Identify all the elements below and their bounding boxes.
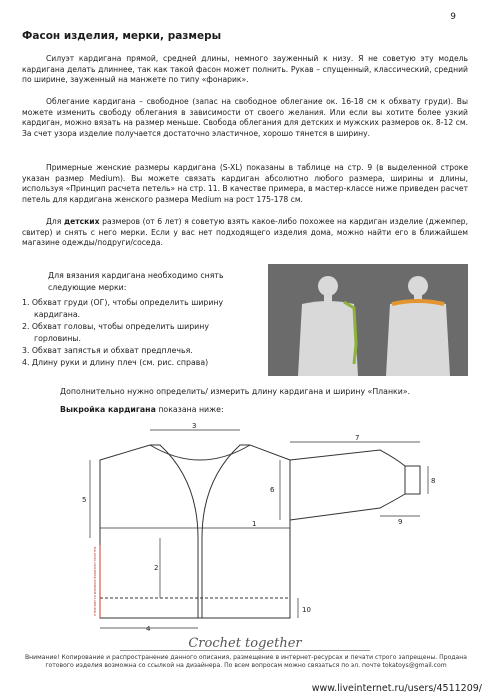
paragraph-children	[22, 217, 468, 249]
footer-copyright-notice: Внимание! Копирование и распространение данного описания, размещение в интернет-ресурсах и печати строго запрещены. Продана готового изделия возможна со ссылкой на дизайнера. По всем вопросам можно связаться по эл. почте tokatoys@gmail.com	[25, 654, 467, 669]
pattern-title	[60, 405, 224, 414]
label-8: 8	[431, 477, 436, 485]
watermark-url: www.liveinternet.ru/users/4511209/	[311, 683, 482, 694]
measurement-item: 1. Обхват груди (ОГ), чтобы определить ширину кардигана.	[22, 298, 224, 319]
children-prefix: Для	[46, 217, 64, 226]
footer-brand-title: Crochet together	[188, 636, 302, 651]
label-9: 9	[398, 518, 403, 526]
label-4: 4	[146, 625, 151, 632]
label-3: 3	[192, 422, 197, 430]
label-6: 6	[270, 486, 275, 494]
children-rest: размеров (от 6 лет) я советую взять какое-либо похожее на кардиган изделие (джемпер, свитер) и снять с него мерки. Если у вас нет подходящего изделия дома, можно найти его в ближайшем магазине одежды/подруги/соседа.	[22, 217, 468, 248]
section-heading: Фасон изделия, мерки, размеры	[22, 30, 222, 42]
pattern-title-bold: Выкройка кардигана	[60, 405, 156, 414]
paragraph-fit: Облегание кардигана – свободное (запас на свободное облегание ок. 16-18 см к обхвату груди). Вы можете изменить свободу облегания в зависимости от своего желания. Или если вы хотите более узкий кардиган, можно вязать на размер меньше. Свобода облегания для детских и мужских размеров ок. 8-12 см. За счет узора изделие получается достаточно эластичное, хорошо тянется в ширину.	[22, 97, 468, 138]
measurements-intro: Для вязания кардигана необходимо снять следующие мерки:	[48, 271, 224, 292]
seam-side-text: отмечается изнанка вязаного полотна	[93, 546, 97, 616]
paragraph-silhouette: Силуэт кардигана прямой, средней длины, немного зауженный к низу. Я не советую эту модель кардигана делать длиннее, так как такой фасон может полнить. Рукав – спущенный, классический, средний по ширине, зауженный на манжете по типу «фонарик».	[22, 54, 468, 85]
label-2: 2	[154, 564, 159, 572]
neckline-line	[150, 445, 250, 460]
pattern-title-rest: показана ниже:	[155, 405, 224, 414]
label-5: 5	[82, 496, 87, 504]
label-7: 7	[355, 434, 360, 442]
label-1: 1	[252, 520, 257, 528]
cuff-outline	[405, 466, 420, 494]
page-number: 9	[450, 12, 456, 22]
measurement-item: 2. Обхват головы, чтобы определить ширину горловины.	[22, 322, 209, 343]
children-bold: детских	[63, 217, 100, 226]
extra-measure-note: Дополнительно нужно определить/ измерить длину кардигана и ширину «Планки».	[60, 387, 411, 396]
body-measurement-illustration	[268, 264, 468, 376]
label-10: 10	[302, 606, 311, 614]
measurement-item: 4. Длину руки и длину плеч (см. рис. справа)	[22, 358, 209, 367]
sleeve-outline	[290, 450, 405, 520]
measurements-list	[22, 297, 258, 369]
cardigan-pattern-diagram	[80, 420, 440, 632]
paragraph-sizes: Примерные женские размеры кардигана (S-XL) показаны в таблице на стр. 9 (в выделенной строке указан размер Medium). Вы можете связать кардиган абсолютно любого размера, ширины и длины, используя «Принцип расчета петель» на стр. 11. В качестве примера, в мастер-классе ниже приведен расчет петель для кардигана женского размера Medium на рост 175-178 см.	[22, 163, 468, 204]
body-outline	[100, 445, 290, 618]
measurement-item: 3. Обхват запястья и обхват предплечья.	[22, 346, 193, 355]
